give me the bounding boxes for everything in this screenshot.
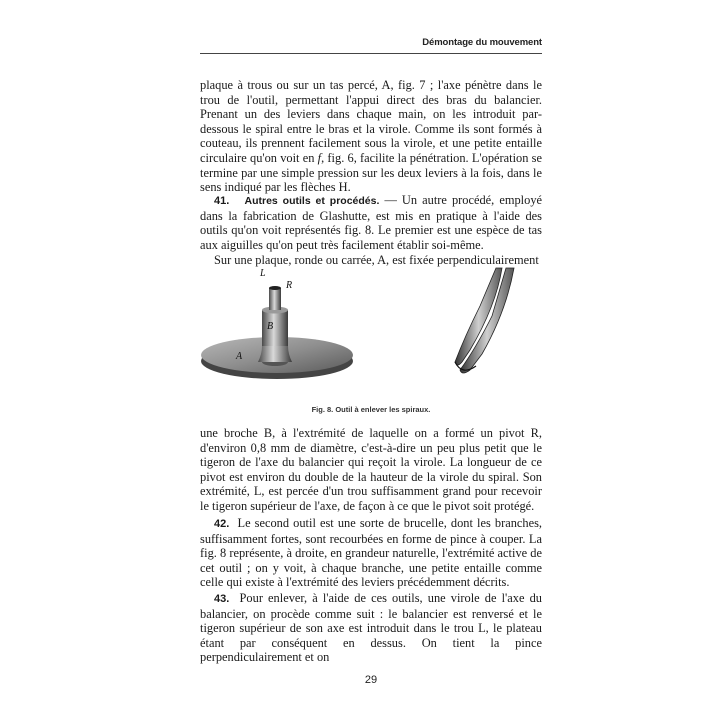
paragraph-continuation [200, 78, 542, 195]
paragraph-part: Le second outil est une sorte de brucelle, dont les branches, suffisamment fortes, sont recourbées en forme de pince à couper. La fig. 8 représente, à droite, en grandeur naturelle, l'extrémité active de cet outil ; on y voit, à chaque branche, une petite entaille comme celle qui existe à l'extrémité des leviers précédemment décrits. [200, 516, 542, 590]
label-r: R [286, 280, 293, 291]
brucelle-tool [455, 268, 514, 373]
paragraph-part: Pour enlever, à l'aide de ces outils, une virole de l'axe du balancier, on procède comme suit : le balancier est renversé et le tigeron supérieur de son axe est introduit dans le trou L, le plateau étant par conséquent en dessus. On tient la pince perpendiculairement et on [200, 591, 542, 665]
figure-8 [200, 266, 542, 394]
broche-flare [258, 346, 292, 362]
page-number: 29 [364, 674, 378, 686]
paragraph-text: Sur une plaque, ronde ou carrée, A, est fixée perpendiculairement [214, 253, 539, 267]
figure-caption: Fig. 8. Outil à enlever les spiraux. [311, 405, 431, 414]
label-b: B [267, 321, 274, 332]
paragraph-after-figure [200, 426, 542, 514]
paragraph-part: — Un autre procédé, employé dans la fabrication de Glashutte, est mis en pratique à l'aide des outils qu'on voit représentés fig. 8. Le premier est une espèce de tas aux aiguilles qu'on peut très facilement établir soi-même. [200, 193, 543, 252]
paragraph-text: une broche B, à l'extrémité de laquelle on a formé un pivot R, d'environ 0,8 mm de diamètre, c'est-à-dire un peu plus petit que le tigeron de l'axe du balancier qui reçoit la virole. La longueur de ce pivot est environ du double de la hauteur de la virole du spiral. Son extrémité, L, est percée d'un trou suffisamment grand pour recevoir le tigeron supérieur de l'axe, de façon à ce que le pivot soit protégé. [200, 426, 542, 513]
section-number: 43. [214, 593, 230, 605]
pivot-hole-l [269, 286, 281, 290]
italic-reference: f [317, 150, 322, 165]
pivot-r [269, 288, 281, 310]
header-rule [200, 53, 542, 54]
section-41 [200, 193, 542, 252]
brucelle-branch-right [460, 268, 514, 373]
section-heading: Autres outils et procédés. [244, 195, 380, 207]
section-number: 41. [214, 195, 230, 207]
label-l: L [260, 268, 266, 279]
paragraph-part: , fig. 6, facilite la pénétration. L'opération se termine par une simple pression sur les deux leviers à la fois, dans le sens indiqué par les flèches H. [200, 150, 542, 195]
figure-illustration [200, 266, 542, 394]
paragraph-text [200, 516, 542, 590]
label-a: A [236, 351, 243, 362]
running-title: Démontage du mouvement [422, 37, 542, 48]
paragraph-text [200, 78, 542, 195]
section-42 [200, 516, 542, 590]
section-43 [200, 591, 542, 665]
paragraph-part: plaque à trous ou sur un tas percé, A, fig. 7 ; l'axe pénètre dans le trou de l'outil, permettant l'appui direct des bras du balancier. Prenant un des leviers dans chaque main, on les introduit par-dessous le spiral entre le bras et la virole. Comme ils sont formés à couteau, ils prennent facilement sous la virole, et une petite entaille circulaire qu'on voit en [200, 78, 542, 165]
paragraph-text [200, 193, 542, 252]
paragraph-text [200, 591, 542, 665]
section-number: 42. [214, 518, 230, 530]
